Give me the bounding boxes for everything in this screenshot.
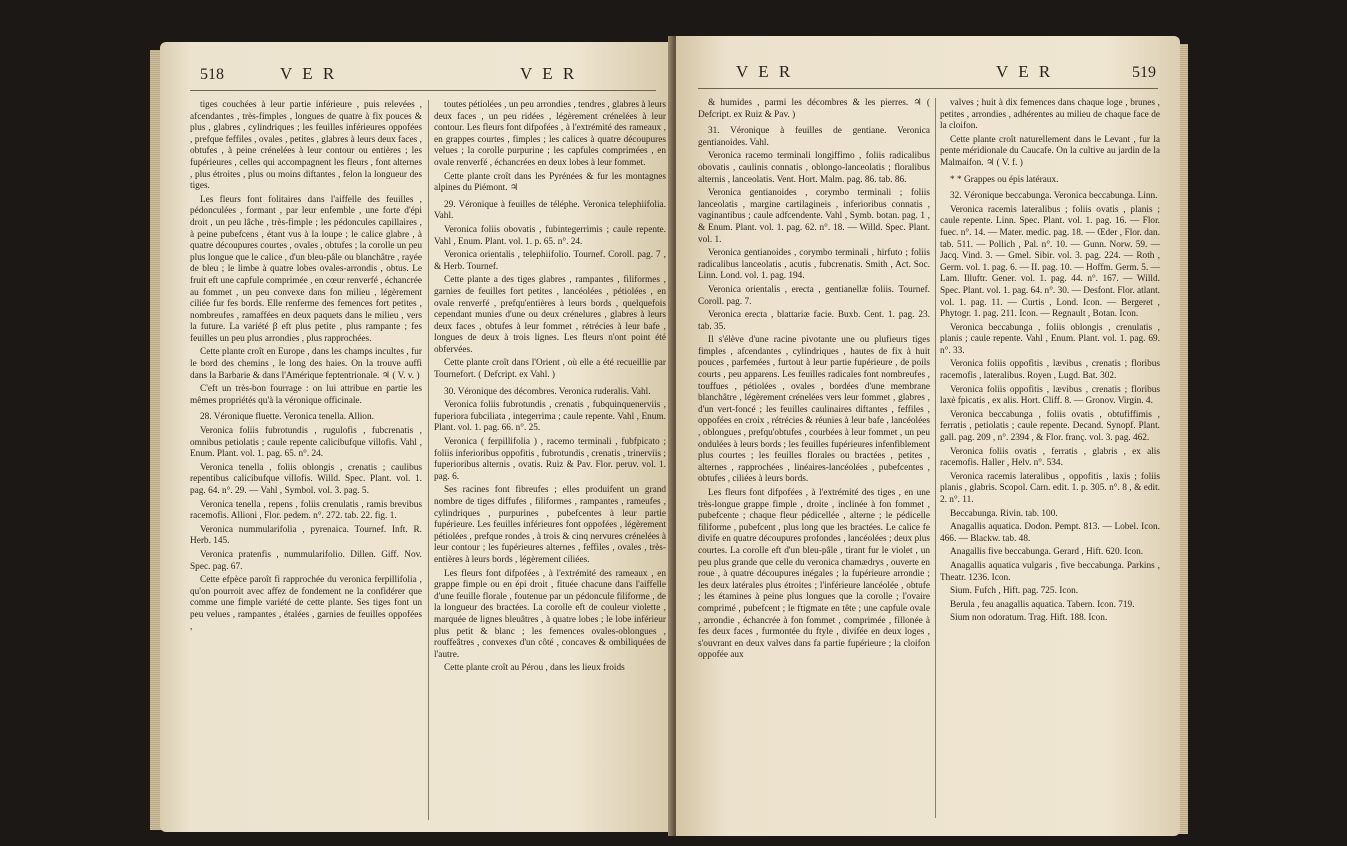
right-page: [676, 36, 1180, 836]
paragraph: Veronica beccabunga , foliis oblongis , crenulatis , planis ; caule repente. Vahl , Enum. Plant. vol. 1. pag. 69. n°. 33.: [940, 322, 1160, 356]
right-running-head-a: V E R: [736, 62, 794, 81]
paragraph: * * Grappes ou épis latéraux.: [950, 174, 1059, 185]
paragraph: Veronica foliis fubrotundis , rugulofis , fubcrenatis , omnibus petiolatis ; caule repente calicibufque villofis. Vahl , Enum. Plant. vol. 1. pag. 65. n°. 24.: [190, 426, 422, 460]
paragraph: C'eft un très-bon fourrage : on lui attribue en partie les mêmes propriétés qu'à la véronique officinale.: [190, 384, 422, 406]
paragraph: Veronica foliis ovatis , ferratis , glabris , ex alis racemofis. Haller , Helv. n°. 534.: [940, 446, 1160, 469]
paragraph: Veronica beccabunga , foliis ovatis , obtufiffimis , ferratis , petiolatis ; caule repente. Decand. Synopf. Plant. gall. pag. 209 , n°. 2394 , & Flor. franç. vol. 3. pag. 462.: [940, 409, 1160, 444]
paragraph: Anagallis aquatica vulgaris , five beccabunga. Parkins , Theatr. 1236. Icon.: [940, 560, 1160, 583]
paragraph: Veronica ( ferpillifolia ) , racemo terminali , fubfpicato ; foliis inferioribus oppofitis , fubrotundis , crenatis , trinerviis ; fuperioribus alternis , ovatis. Ruiz & Pav. Flor. peruv. vol. 1. pag. 6.: [434, 437, 666, 482]
paragraph: Veronica orientalis , telephiifolio. Tournef. Coroll. pag. 7 , & Herb. Tournef.: [434, 250, 666, 272]
left-running-head-b: V E R: [520, 64, 578, 83]
paragraph: tiges couchées à leur partie inférieure , puis relevées , afcendantes , très-fimples , longues de quatre à fix pouces & plus , glabres , cylindriques ; les feuilles inférieures oppofées , prefque feffiles , ovales , petites , glabres à leurs deux faces , obtufes , à peine crénelées à leur contour ou entières ; les fupérieures , celles qui accompagnent les fleurs , font alternes , plus étroites , plus ou moins diftantes , felon la longueur des tiges.: [190, 100, 422, 192]
paragraph: Berula , feu anagallis aquatica. Tabern. Icon. 719.: [950, 599, 1135, 610]
paragraph: 32. Véronique beccabunga. Veronica beccabunga. Linn.: [950, 191, 1158, 202]
paragraph: Cette efpèce paroît fi rapprochée du veronica ferpillifolia , qu'on pourroit avec affez de fondement ne la confidérer que comme une fimple variété de cette plante. Ses tiges font un peu velues , rampantes , étalées , garnies de feuilles oppofées ,: [190, 575, 422, 632]
left-column-2: [434, 100, 666, 828]
paragraph: Anagallis five beccabunga. Gerard , Hift. 620. Icon.: [950, 547, 1144, 558]
right-running-head-b: V E R: [996, 62, 1054, 81]
paragraph: Veronica erecta , blattariæ facie. Buxb. Cent. 1. pag. 23. tab. 35.: [698, 310, 930, 332]
paragraph: Veronica racemis lateralibus , oppofitis , laxis ; foliis planis , glabris. Scopol. Carn. edit. 1. p. 305. n°. 8 , & edit. 2. n°. 11.: [940, 471, 1160, 505]
paragraph: Veronica foliis obovatis , fubintegerrimis ; caule repente. Vahl , Enum. Plant. vol. 1. p. 65. n°. 24.: [434, 224, 666, 247]
header-rule: [190, 90, 656, 91]
paragraph: Anagallis aquatica. Dodon. Pempt. 813. — Lobel. Icon. 466. — Blackw. tab. 48.: [940, 522, 1160, 544]
paragraph: 29. Véronique à feuilles de téléphe. Veronica telephiifolia. Vahl.: [434, 199, 666, 222]
paragraph: 31. Véronique à feuilles de gentiane. Veronica gentianoides. Vahl.: [698, 126, 930, 148]
paragraph: Les fleurs font difpofées , à l'extrémité des tiges , en une très-longue grappe fimple , droite , inclinée à fon fommet , pubefcente ; chaque fleur pédicellée , alterne ; le pédicelle filiforme , pubefcent , plus long que les bractées. Le calice fe divife en quatre découpures profondes , lancéolées ; deux plus courtes. La corolle eft d'un bleu-pâle , tirant fur le violet , un peu plus grande que celle du veronica chamædrys , ouverte en roue , à quatre découpures inégales ; la fupérieure arrondie ; les deux latérales plus étroites ; l'inférieure lancéolée , obtufe ; les étamines à peine plus longues que la corolle ; l'ovaire comprimé , pubefcent ; le ftigmate en tête ; une capfule ovale , arrondie , échancrée à fon fommet , comprimée , fillonée à fes deux faces , furmontée du ftyle , divifée en deux loges , s'ouvrant en deux valves dans fa partie fupérieure ; la cloifon oppofée aux: [698, 488, 930, 661]
paragraph: Cette plante croît en Europe , dans les champs incultes , fur le bord des chemins , le long des haies. On la trouve auffi dans la Barbarie & dans l'Amérique feptentrionale. ♃ ( V. v. ): [190, 347, 422, 381]
paragraph: Veronica gentianoides , corymbo terminali , hirfuto ; foliis radicalibus lanceolatis , acutis , fubcrenatis. Smith , Act. Soc. Linn. Lond. vol. 1. pag. 194.: [698, 248, 930, 282]
paragraph: & humides , parmi les décombres & les pierres. ♃ ( Defcript. ex Ruiz & Pav. ): [698, 98, 930, 120]
right-page-number: 519: [1132, 64, 1156, 81]
right-column-1: [698, 98, 930, 826]
paragraph: Veronica foliis oppofitis , lævibus , crenatis ; floribus racemofis , lateralibus. Royen , Lugd. Bat. 302.: [940, 359, 1160, 382]
paragraph: Veronica pratenfis , nummularifolio. Dillen. Giff. Nov. Spec. pag. 67.: [190, 549, 422, 572]
paragraph: Veronica gentianoides , corymbo terminali ; foliis lanceolatis , margine cartilagineis , inferioribus connatis , vaginantibus ; caule adfcendente. Vahl , Symb. botan. pag. 1 , & Enum. Plant. vol. 1. pag. 62. n°. 18. — Willd. Spec. Plant. vol. 1.: [698, 188, 930, 245]
paragraph: Les fleurs font difpofées , à l'extrémité des rameaux , en grappe fimple ou en épi droit , fituée chacune dans l'aiffelle d'une feuille florale , foutenue par un pédoncule filiforme , de la longueur des bractées. La corolle eft de couleur violette , marquée de lignes bleuâtres , à quatre lobes ; le lobe inférieur plus petit & blanc ; les femences ovales-oblongues , rouffeâtres , convexes d'un côté , concaves & ombiliquées de l'autre.: [434, 568, 666, 660]
paragraph: Veronica tenella , foliis oblongis , crenatis ; caulibus repentibus calicibufque villofis. Willd. Spec. Plant. vol. 1. pag. 64. n°. 29. — Vahl , Symbol. vol. 3. pag. 5.: [190, 462, 422, 496]
paragraph: valves ; huit à dix femences dans chaque loge , brunes , petites , arrondies , adhérentes au milieu de chaque face de la cloifon.: [940, 98, 1160, 132]
paragraph: Veronica racemo terminali longiffimo , foliis radicalibus obovatis , caulinis connatis , oblongo-lanceolatis ; floralibus alternis , lanceolatis. Vent. Hort. Malm. pag. 86. tab. 86.: [698, 151, 930, 185]
paragraph: Cette plante a des tiges glabres , rampantes , filiformes , garnies de feuilles fort petites , lancéolées , pétiolées , en ovale renverfé , prefqu'entières à leurs bords , quelquefois cependant munies d'une ou deux crénelures , glabres à leurs deux faces , obtufes à leur fommet , rétrécies à leur bafe , longues de deux à trois lignes. Les fleurs n'ont point été obfervées.: [434, 275, 666, 355]
left-page: [160, 42, 672, 832]
column-divider: [935, 98, 936, 818]
left-page-number: 518: [200, 66, 224, 83]
column-divider: [428, 100, 429, 820]
paragraph: 30. Véronique des décombres. Veronica ruderalis. Vahl.: [444, 386, 651, 397]
paragraph: Cette plante croît dans l'Orient , où elle a été recueillie par Tournefort. ( Defcript. ex Vahl. ): [434, 358, 666, 381]
left-column-1: [190, 100, 422, 828]
paragraph: Veronica nummularifolia , pyrenaica. Tournef. Inft. R. Herb. 145.: [190, 524, 422, 547]
paragraph: Cette plante croît au Pérou , dans les lieux froids: [444, 663, 625, 674]
paragraph: Veronica orientalis , erecta , gentianellæ foliis. Tournef. Coroll. pag. 7.: [698, 284, 930, 307]
paragraph: Veronica tenella , repens , foliis crenulatis , ramis brevibus racemofis. Allioni , Flor. pedem. n°. 272. tab. 22. fig. 1.: [190, 499, 422, 522]
left-running-head-a: V E R: [280, 64, 338, 83]
paragraph: Ses racines font fibreufes ; elles produifent un grand nombre de tiges diffufes , filiformes , rampantes , rameufes , cylindriques , purpurines , pubefcentes à leur partie fupérieure. Les feuilles inférieures font oppofées , légèrement pétiolées , prefque rondes , à trois & cinq nervures crénelées à leur contour ; les fupérieures alternes , feffiles , ovales , très-entières à leurs bords , légèrement ciliées.: [434, 485, 666, 565]
paragraph: Veronica foliis oppofitis , lævibus , crenatis ; floribus laxè fpicatis , ex alis. Hort. Cliff. 8. — Gronov. Virgin. 4.: [940, 384, 1160, 407]
paragraph: Cette plante croît dans les Pyrénées & fur les montagnes alpines du Piémont. ♃: [434, 171, 666, 194]
paragraph: Il s'élève d'une racine pivotante une ou plufieurs tiges fimples , afcendantes , cylindriques , hautes de fix à huit pouces , parfemées , furtout à leur partie fupérieure , de poils courts , peu apparens. Les feuilles radicales font nombreufes , touffues , pétiolées , ovales , bordées d'une membrane blanchâtre , légèrement crénelées vers leur fommet , glabres , d'un vert-foncé ; les feuilles caulinaires diftantes , feffiles , oppofées en croix , rétrécies & réunies à leur bafe , lancéolées , oblongues , prefqu'obtufes , courbées à leur fommet , un peu ondulées à leurs bords ; les feuilles fupérieures infenfiblement plus courtes ; les feuilles florales ou bractées , petites , alternes , rapprochées , linéaires-lancéolées , pubefcentes , obtufes , ciliées à leurs bords.: [698, 335, 930, 485]
paragraph: Veronica foliis fubrotundis , crenatis , fubquinquenerviis , fuperiora fubciliata , integerrima ; caule repente. Vahl , Enum. Plant. vol. 1. pag. 66. n°. 25.: [434, 400, 666, 434]
paragraph: 28. Véronique fluette. Veronica tenella. Allion.: [200, 412, 374, 423]
paragraph: Sium non odoratum. Trag. Hift. 188. Icon.: [950, 613, 1108, 624]
paragraph: Veronica racemis lateralibus ; foliis ovatis , planis ; caule repente. Linn. Spec. Plant. vol. 1. pag. 16. — Flor. fuec. n°. 14. — Mater. medic. pag. 18. — Œder , Flor. dan. tab. 511. — Pollich , Pal. n°. 10. — Gunn. Norw. 59. — Jacq. Vind. 3. — Gmel. Sibir. vol. 3. pag. 224. — Roth , Germ. vol. 1. pag. 6. — II. pag. 10. — Hoffm. Germ. 5. — Lam. Illuftr. Gener. vol. 1. pag. 44. n°. 167. — Willd. Spec. Plant. vol. 1. pag. 64. n°. 30. — Desfont. Flor. atlant. vol. 1. pag. 11. — Curtis , Lond. Icon. — Bergeret , Phytogr. 1. pag. 211. Icon. — Regnault , Botan. Icon.: [940, 204, 1160, 320]
paragraph: Sium. Fufch , Hift. pag. 725. Icon.: [950, 586, 1079, 597]
right-column-2: [940, 98, 1160, 826]
paragraph: toutes pétiolées , un peu arrondies , tendres , glabres à leurs deux faces , un peu ridées , légèrement crénelées à leur contour. Les fleurs font difpofées , à l'extrémité des rameaux , en grappes courtes , fimples ; les calices à quatre découpures velues ; la corolle purpurine ; les capfules comprimées , en ovale renverfé , échancrées en deux lobes à leur fommet.: [434, 100, 666, 168]
paragraph: Cette plante croît naturellement dans le Levant , fur la pente méridionale du Caucafe. On la cultive au jardin de la Malmaifon. ♃ ( V. f. ): [940, 134, 1160, 168]
header-rule: [698, 88, 1158, 89]
paragraph: Les fleurs font folitaires dans l'aiffelle des feuilles , pédonculées , formant , par leur enfemble , une forte d'épi droit , un peu lâche , très-fimple ; les pédoncules capillaires , à peine pubefcens , étant vus à la loupe ; le calice glabre , à quatre découpures courtes , ovales , obtufes ; la corolle un peu plus longue que le calice , d'un bleu-pâle ou blanchâtre , rayée de bleu ; le limbe à quatre lobes ovales-arrondis , obtus. Le fruit eft une capfule comprimée , en cœur renverfé , échancrée au fommet , un peu convexe dans fon milieu , légèrement ciliée fur fes bords. Elle renferme des femences fort petites , nombreufes , ramaffées en deux paquets dans le milieu , vers la future. La variété β eft plus petite , plus rampante ; fes feuilles un peu plus arrondies , plus rapprochées.: [190, 194, 422, 344]
paragraph: Beccabunga. Rivin. tab. 100.: [950, 508, 1058, 519]
